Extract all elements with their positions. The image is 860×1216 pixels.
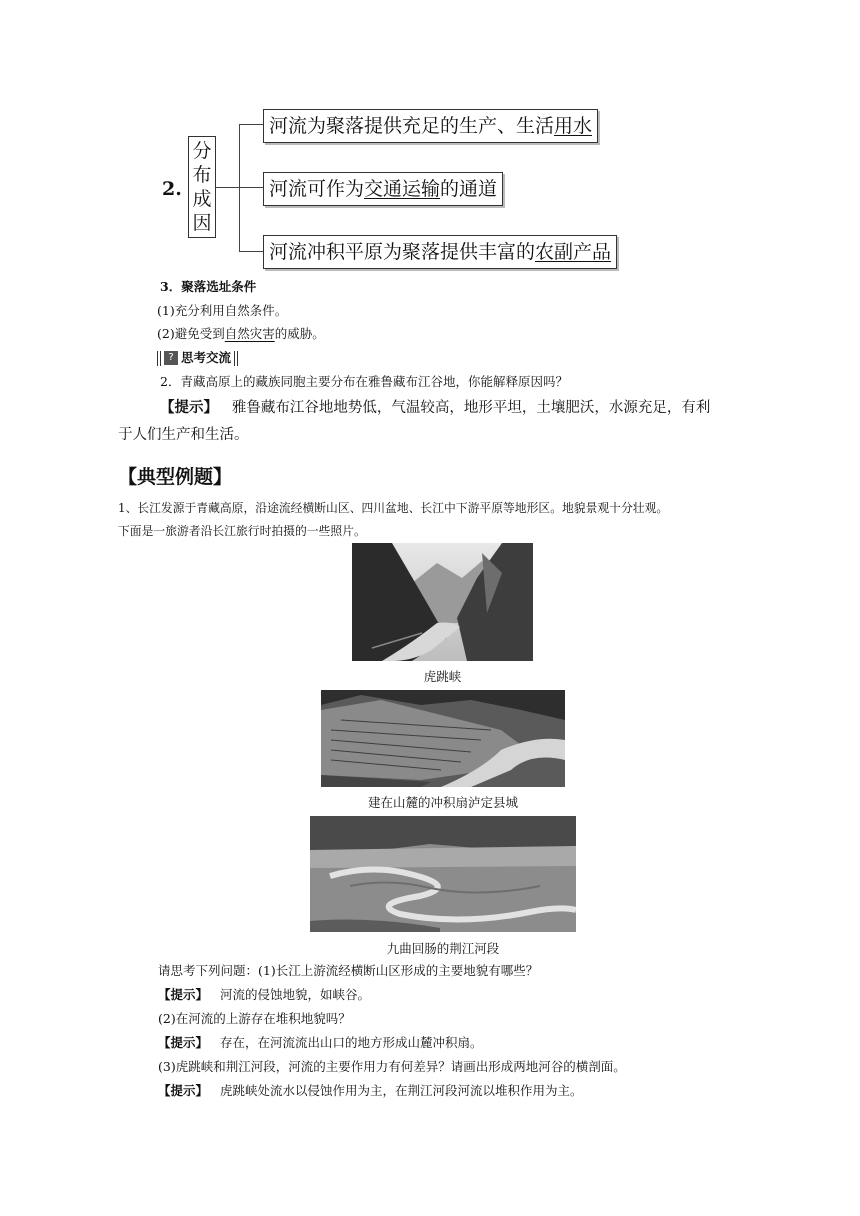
section3-item2: (2)避免受到自然灾害的威胁。 xyxy=(157,326,325,341)
think-discuss-label: ? 思考交流 xyxy=(157,349,238,367)
photo-caption-1: 虎跳峡 xyxy=(423,669,462,684)
answer-2: 【提示】 存在，在河流流出山口的地方形成山麓冲积扇。 xyxy=(158,1035,483,1050)
section3-item1: (1)充分利用自然条件。 xyxy=(157,303,288,318)
photo-caption-2: 建在山麓的冲积扇泸定县城 xyxy=(367,795,518,810)
diagram-vertical-label: 分 布 成 因 xyxy=(188,136,216,238)
photo-caption-3: 九曲回肠的荆江河段 xyxy=(386,941,500,956)
answer-3: 【提示】 虎跳峡处流水以侵蚀作用为主，在荆江河段河流以堆积作用为主。 xyxy=(158,1083,583,1098)
think-question: 2．青藏高原上的藏族同胞主要分布在雅鲁藏布江谷地，你能解释原因吗？ xyxy=(160,374,568,389)
diagram-branch-water: 河流为聚落提供充足的生产、生活用水 xyxy=(263,109,598,143)
examples-intro: 1、长江发源于青藏高原，沿途流经横断山区、四川盆地、长江中下游平原等地形区。地貌景观十分壮观。 下面是一旅游者沿长江旅行时拍摄的一些照片。 xyxy=(118,501,669,538)
question-2: (2)在河流的上游存在堆积地貌吗？ xyxy=(158,1011,351,1026)
diagram-branch-products: 河流冲积平原为聚落提供丰富的农副产品 xyxy=(263,235,617,269)
photo-luding-alluvial-fan xyxy=(321,690,565,787)
diagram-branch-transport: 河流可作为交通运输的通道 xyxy=(263,172,503,206)
question-1: 请思考下列问题：(1)长江上游流经横断山区形成的主要地貌有哪些？ xyxy=(158,963,539,978)
photo-jingjiang-meander xyxy=(310,816,576,932)
think-hint-cont: 于人们生产和生活。 xyxy=(118,427,249,443)
think-hint: 【提示】 雅鲁藏布江谷地地势低，气温较高，地形平坦，土壤肥沃，水源充足，有利 xyxy=(160,399,711,416)
examples-heading: 【典型例题】 xyxy=(118,466,233,488)
answer-1: 【提示】 河流的侵蚀地貌，如峡谷。 xyxy=(158,987,370,1002)
section3-heading: 3．聚落选址条件 xyxy=(160,279,257,294)
diagram-number: 2. xyxy=(162,178,182,200)
photo-tiger-leaping-gorge xyxy=(352,543,533,661)
question-3: (3)虎跳峡和荆江河段，河流的主要作用力有何差异？请画出形成两地河谷的横剖面。 xyxy=(158,1059,626,1074)
question-icon: ? xyxy=(164,351,178,365)
